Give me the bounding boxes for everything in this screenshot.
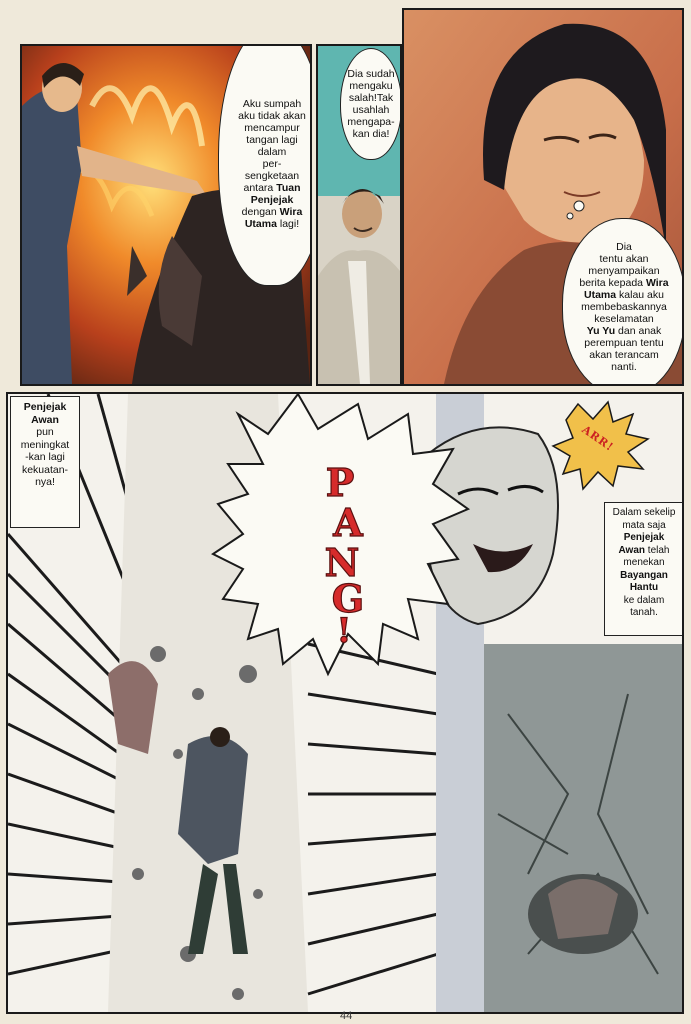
sfx-pang-letter-n: N (324, 540, 360, 585)
speech-bubble-forgive: Dia sudah mengaku salah!Tak usahlah mengapa- kan dia! (340, 48, 402, 160)
panel-3-hero-portrait (402, 8, 684, 386)
speech-bubble-oath: Aku sumpah aku tidak akan mencampur tangan lagi dalam per- sengketaan antara Tuan Penjejak dengan Wira Utama lagi! (218, 44, 312, 286)
panel-4-action-scene (6, 392, 684, 1014)
caption-power-up: Penjejak Awan pun meningkat -kan lagi kekuatan- nya! (10, 396, 80, 528)
sfx-pang-letter-a: A (333, 500, 363, 545)
caption-pressed-into-ground: Dalam sekelip mata saja Penjejak Awan telah menekan Bayangan Hantu ke dalam tanah. (604, 502, 684, 636)
sfx-pang-letter-bang: ! (336, 611, 352, 644)
sfx-pang-letter-g: G (331, 576, 365, 621)
thought-bubble-worry: Dia tentu akan menyampaikan berita kepada Wira Utama kalau aku membebaskannya keselamatan Yu Yu dan anak perempuan tentu akan terancam nanti. (562, 218, 684, 386)
panel-2-man-in-coat (316, 44, 402, 386)
sfx-arr: ARR! (579, 422, 617, 455)
page-number: 44 (340, 1010, 353, 1022)
sfx-pang-letter-p: P (325, 460, 355, 505)
sfx-pang (298, 454, 388, 644)
panel-1-fire-scene (20, 44, 312, 386)
